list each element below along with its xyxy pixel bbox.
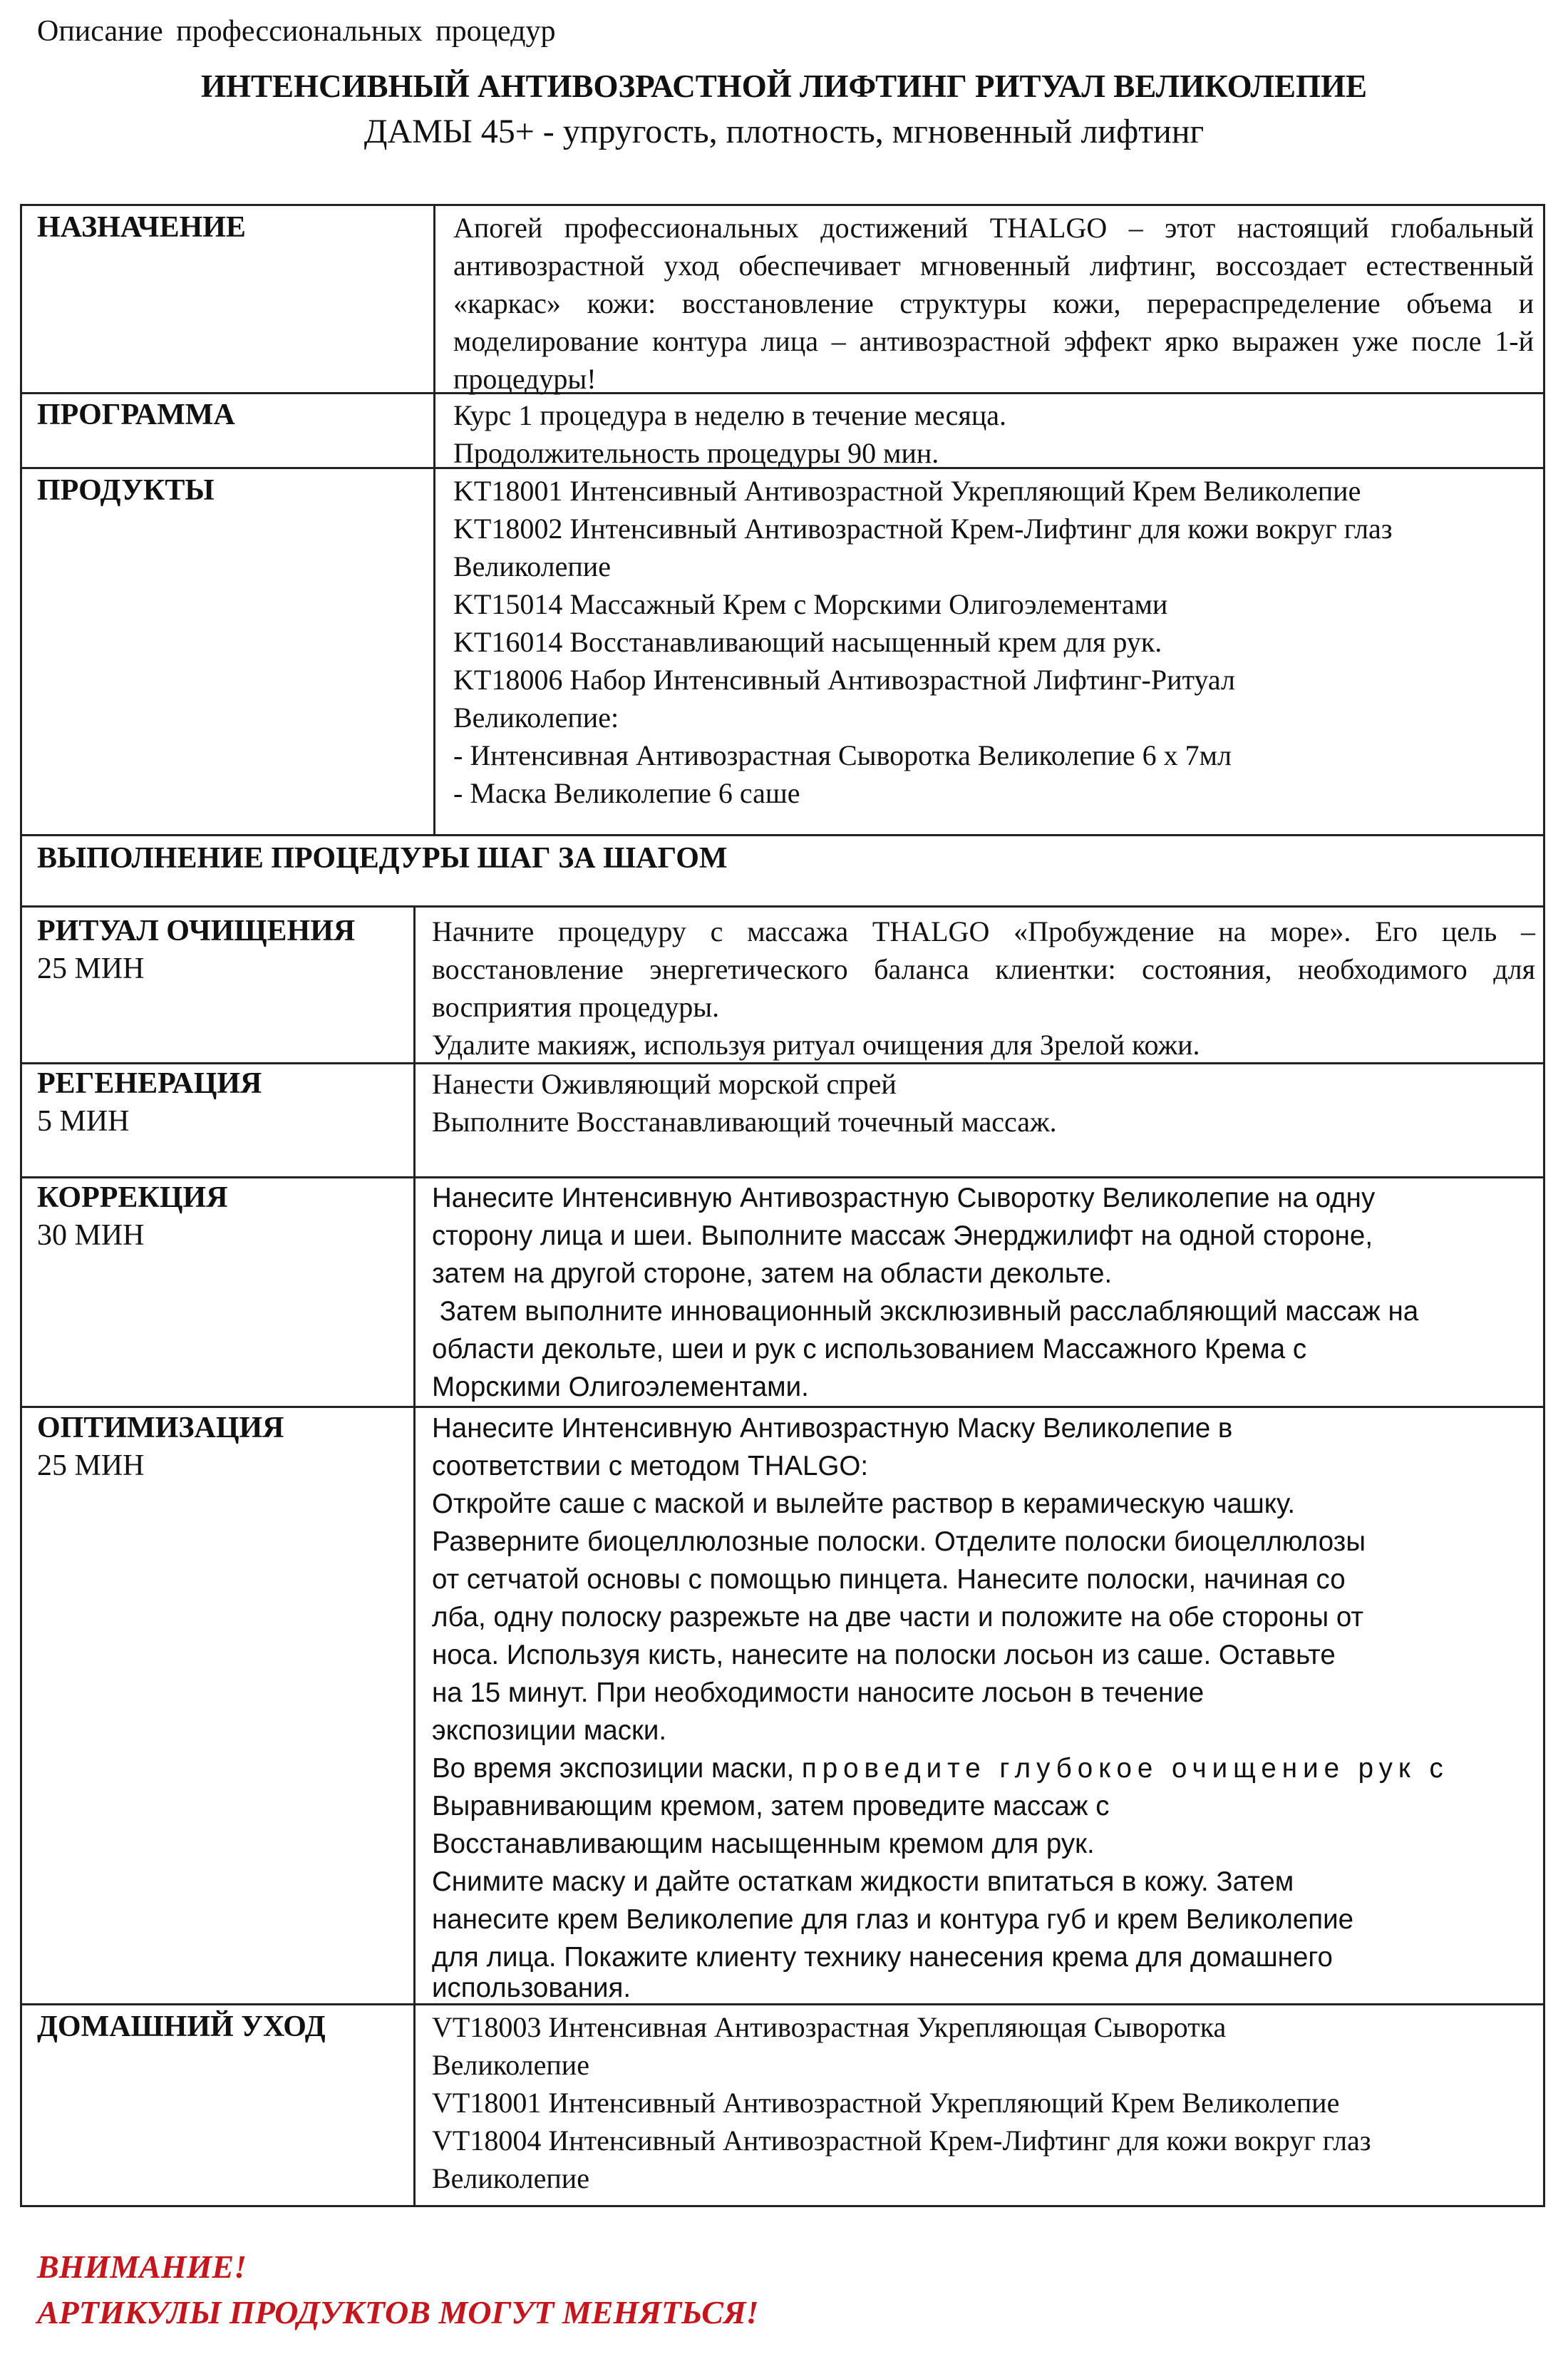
cleansing-text: Начните процедуру с массажа THALGO «Пробуждение на море». Его цель – восстановление энергетического баланса клиентки: состояния, необходимого для восприятия процедуры.	[432, 915, 1535, 1023]
home-care-label: ДОМАШНИЙ УХОД	[37, 2010, 326, 2043]
regeneration-line: Выполните Восстанавливающий точечный массаж.	[432, 1106, 1057, 1138]
optimization-line: соответствии с методом THALGO:	[432, 1451, 869, 1481]
product-item: KT18001 Интенсивный Антивозрастной Укрепляющий Крем Великолепие	[453, 475, 1361, 507]
cleansing-text-2: Удалите макияж, используя ритуал очищения для Зрелой кожи.	[432, 1029, 1200, 1061]
correction-line: сторону лица и шеи. Выполните массаж Энерджилифт на одной стороне,	[432, 1220, 1373, 1251]
optimization-line: лба, одну полоску разрежьте на две части и положите на обе стороны от	[432, 1602, 1364, 1633]
product-item: KT15014 Массажный Крем с Морскими Олигоэлементами	[453, 588, 1168, 620]
correction-line: затем на другой стороне, затем на области декольте.	[432, 1258, 1113, 1289]
cleansing-label: РИТУАЛ ОЧИЩЕНИЯ	[37, 915, 356, 947]
correction-line: Морскими Олигоэлементами.	[432, 1372, 809, 1402]
products-label: ПРОДУКТЫ	[37, 474, 215, 507]
program-line: Продолжительность процедуры 90 мин.	[453, 437, 939, 469]
program-label: ПРОГРАММА	[37, 399, 235, 431]
product-item: KT16014 Восстанавливающий насыщенный крем для рук.	[453, 626, 1162, 658]
row-divider	[20, 905, 1545, 908]
home-care-item: Великолепие	[432, 2162, 589, 2194]
optimization-line-start: Во время экспозиции маски,	[432, 1753, 795, 1784]
row-divider	[20, 1406, 1545, 1408]
optimization-line: от сетчатой основы с помощью пинцета. Нанесите полоски, начиная со	[432, 1564, 1346, 1595]
correction-label: КОРРЕКЦИЯ	[37, 1181, 228, 1214]
correction-line: Затем выполните инновационный эксклюзивный расслабляющий массаж на	[432, 1296, 1419, 1327]
optimization-line-emphasis: проведите глубокое очищение рук с	[801, 1753, 1449, 1784]
product-item: - Интенсивная Антивозрастная Сыворотка Великолепие 6 х 7мл	[453, 739, 1232, 771]
product-item: KT18002 Интенсивный Антивозрастной Крем-Лифтинг для кожи вокруг глаз	[453, 513, 1393, 545]
home-care-item: VT18004 Интенсивный Антивозрастной Крем-Лифтинг для кожи вокруг глаз	[432, 2124, 1371, 2157]
steps-heading: ВЫПОЛНЕНИЕ ПРОЦЕДУРЫ ШАГ ЗА ШАГОМ	[37, 842, 728, 875]
home-care-item: VT18003 Интенсивная Антивозрастная Укрепляющая Сыворотка	[432, 2011, 1227, 2043]
document-subtitle	[0, 108, 1568, 155]
optimization-line: для лица. Покажите клиенту технику нанесения крема для домашнего	[432, 1942, 1333, 1973]
row-divider	[20, 834, 1545, 836]
optimization-line	[432, 1749, 1449, 1787]
regeneration-label: РЕГЕНЕРАЦИЯ	[37, 1067, 262, 1100]
product-item: Великолепие	[453, 550, 611, 582]
optimization-line: Нанесите Интенсивную Антивозрастную Маску Великолепие в	[432, 1413, 1233, 1444]
purpose-label: НАЗНАЧЕНИЕ	[37, 211, 246, 244]
optimization-duration: 25 МИН	[37, 1449, 145, 1482]
row-divider	[20, 2003, 1545, 2005]
product-item: - Маска Великолепие 6 саше	[453, 777, 800, 809]
optimization-line: использования.	[432, 1973, 631, 2003]
correction-duration: 30 МИН	[37, 1219, 145, 1252]
regeneration-duration: 5 МИН	[37, 1105, 130, 1138]
optimization-line: Откройте саше с маской и вылейте раствор в керамическую чашку.	[432, 1489, 1296, 1519]
optimization-line: Восстанавливающим насыщенным кремом для рук.	[432, 1829, 1095, 1859]
optimization-line: экспозиции маски.	[432, 1715, 667, 1746]
optimization-label: ОПТИМИЗАЦИЯ	[37, 1412, 284, 1444]
optimization-line: носа. Используя кисть, нанесите на полоски лосьон из саше. Оставьте	[432, 1640, 1336, 1670]
column-divider	[433, 204, 435, 834]
correction-line: области декольте, шеи и рук с использованием Массажного Крема с	[432, 1334, 1307, 1365]
warning-title: ВНИМАНИЕ!	[37, 2249, 247, 2285]
subtitle-benefits: - упругость, плотность, мгновенный лифтинг	[534, 113, 1205, 150]
optimization-line: нанесите крем Великолепие для глаз и контура губ и крем Великолепие	[432, 1904, 1354, 1935]
program-line: Курс 1 процедура в неделю в течение месяца.	[453, 399, 1006, 431]
page-caption: Описание профессиональных процедур	[37, 15, 556, 48]
home-care-item: VT18001 Интенсивный Антивозрастной Укрепляющий Крем Великолепие	[432, 2087, 1340, 2119]
optimization-line: Выравнивающим кремом, затем проведите массаж с	[432, 1791, 1110, 1821]
purpose-text: Апогей профессиональных достижений THALGO – этот настоящий глобальный антивозрастной уход обеспечивает мгновенный лифтинг, воссоздает естественный «каркас» кожи: восстановление структуры кожи, перераспределение объема и моделирование контура лица – антивозрастной эффект ярко выражен уже после 1-й процедуры!	[453, 212, 1534, 395]
product-item: KT18006 Набор Интенсивный Антивозрастной Лифтинг-Ритуал	[453, 664, 1235, 696]
regeneration-line: Нанести Оживляющий морской спрей	[432, 1068, 897, 1100]
product-item: Великолепие:	[453, 702, 619, 734]
home-care-item: Великолепие	[432, 2049, 589, 2081]
warning-note	[37, 2244, 759, 2335]
optimization-line: на 15 минут. При необходимости наносите лосьон в течение	[432, 1677, 1205, 1708]
row-divider	[20, 1176, 1545, 1178]
cleansing-duration: 25 МИН	[37, 952, 145, 985]
warning-text: АРТИКУЛЫ ПРОДУКТОВ МОГУТ МЕНЯТЬСЯ!	[37, 2294, 759, 2330]
subtitle-audience: ДАМЫ 45+	[363, 113, 535, 150]
column-divider	[413, 905, 416, 2207]
optimization-line: Разверните биоцеллюлозные полоски. Отделите полоски биоцеллюлозы	[432, 1526, 1366, 1557]
document-title: ИНТЕНСИВНЫЙ АНТИВОЗРАСТНОЙ ЛИФТИНГ РИТУАЛ ВЕЛИКОЛЕПИЕ	[200, 68, 1368, 104]
optimization-line: Снимите маску и дайте остаткам жидкости впитаться в кожу. Затем	[432, 1866, 1294, 1897]
correction-line: Нанесите Интенсивную Антивозрастную Сыворотку Великолепие на одну	[432, 1183, 1376, 1213]
